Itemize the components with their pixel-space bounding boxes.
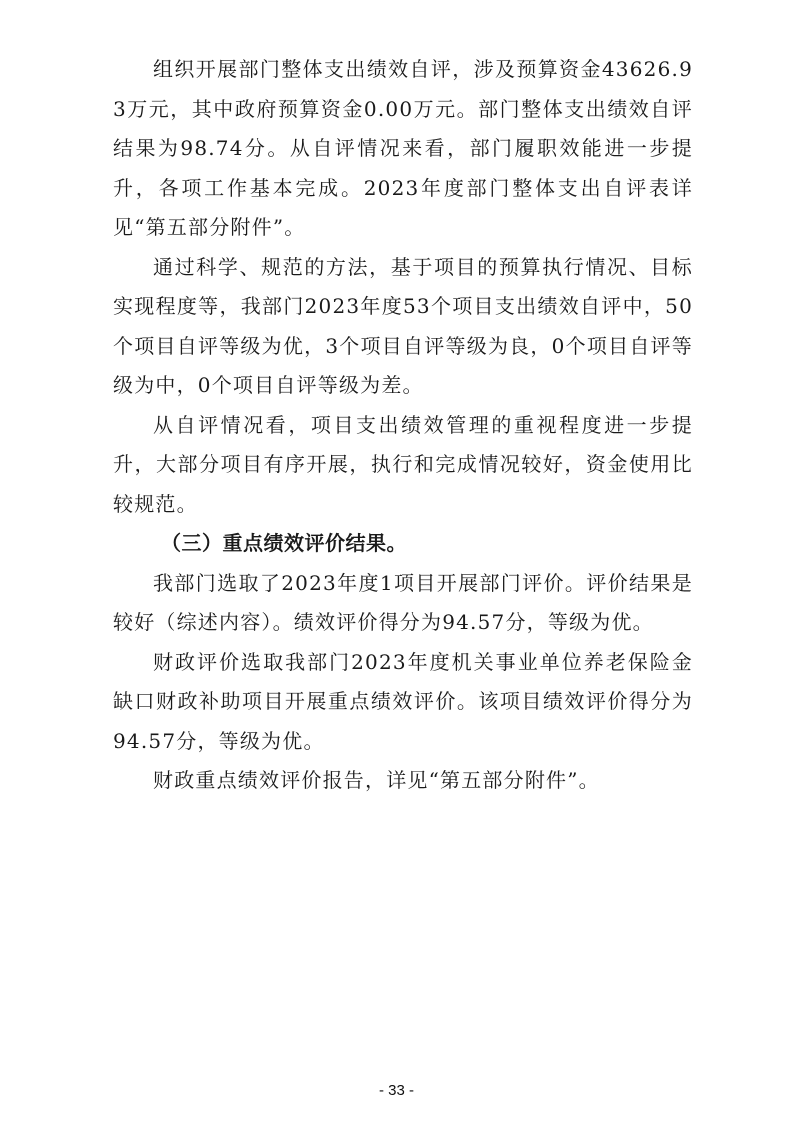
paragraph-department-self-evaluation: 组织开展部门整体支出绩效自评，涉及预算资金43626.93万元，其中政府预算资金0.00万元。部门整体支出绩效自评结果为98.74分。从自评情况来看，部门履职效能进一步提升，各项工作基本完成。2023年度部门整体支出自评表详见“第五部分附件”。 bbox=[113, 57, 693, 239]
paragraph-project-self-evaluation: 通过科学、规范的方法，基于项目的预算执行情况、目标实现程度等，我部门2023年度53个项目支出绩效自评中，50个项目自评等级为优，3个项目自评等级为良，0个项目自评等级为中，0个项目自评等级为差。 bbox=[113, 254, 693, 397]
page-number: - 33 - bbox=[378, 1082, 414, 1099]
paragraph-finance-evaluation: 财政评价选取我部门2023年度机关事业单位养老保险金缺口财政补助项目开展重点绩效评价。该项目绩效评价得分为94.57分，等级为优。 bbox=[113, 649, 693, 753]
section-heading-key-evaluation: （三）重点绩效评价结果。 bbox=[161, 531, 407, 555]
document-body bbox=[113, 50, 693, 801]
paragraph-self-evaluation-summary: 从自评情况看，项目支出绩效管理的重视程度进一步提升，大部分项目有序开展，执行和完成情况较好，资金使用比较规范。 bbox=[113, 412, 693, 516]
paragraph-finance-report-reference: 财政重点绩效评价报告，详见“第五部分附件”。 bbox=[153, 768, 600, 792]
paragraph-department-evaluation: 我部门选取了2023年度1项目开展部门评价。评价结果是较好（综述内容）。绩效评价得分为94.57分，等级为优。 bbox=[113, 570, 693, 634]
